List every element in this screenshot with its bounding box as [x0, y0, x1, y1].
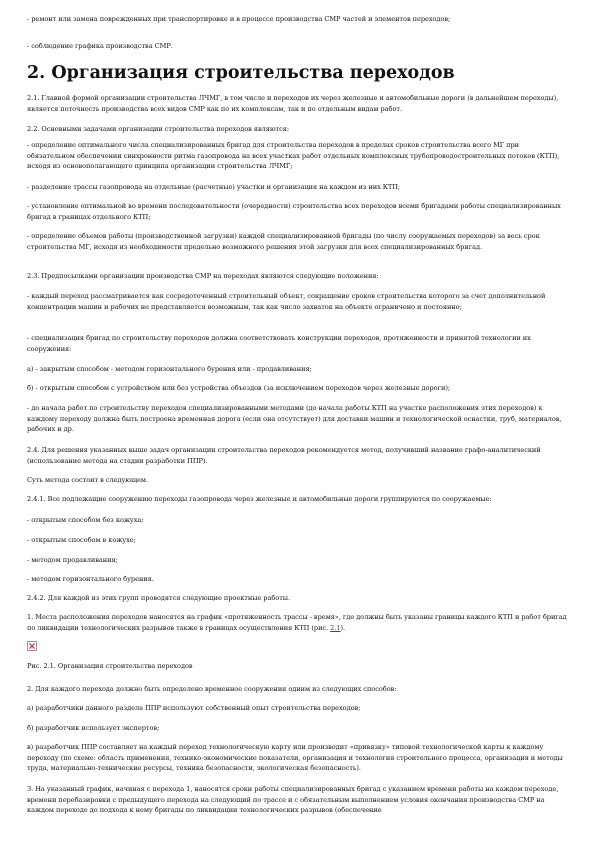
paragraph: 2.4.1. Все подлежащие сооружению переходы газопровода через железные и автомобильные дороги группируются по сооружаемые: [27, 495, 492, 503]
paragraph: а) разработчики данного раздела ППР используют собственный опыт строительства переходов; [27, 704, 361, 712]
paragraph: 2. Для каждого перехода должно быть определено временное сооружения одним из следующих способов: [27, 685, 397, 693]
paragraph: б) - открытым способом с устройством или без устройства объездов (за исключением переходов через железные дороги); [27, 384, 451, 392]
paragraph-text: 1. Места расположения переходов наносятся на график «протяженность трассы - время», где должны быть указаны границы каждого КТП и работ бригад по ликвидации технологических разрывов также в границах осуществления КТП (рис. [27, 613, 567, 632]
paragraph: - разделение трассы газопровода на отдельные (расчетные) участки и организация на каждом из них КТП; [27, 183, 401, 191]
broken-image-x-icon [29, 643, 35, 649]
figure-link[interactable]: 2.1 [330, 623, 341, 632]
paragraph: - установление оптимальной во времени последовательности (очередности) строительства всех переходов всеми бригадами работы специализированных бригад в границах отдельного КТП; [27, 202, 561, 221]
paragraph: Суть метода состоит в следующем. [27, 476, 149, 484]
paragraph: - открытым способом без кожуха; [27, 516, 144, 524]
paragraph: 2.3. Предпосылками организации производства СМР на переходах являются следующие положения: [27, 272, 379, 280]
paragraph: - методом горизонтального бурения. [27, 575, 154, 583]
paragraph: в) разработчик ППР составляет на каждый переход технологическую карту или производит «привязку» типовой технологической карты к каждому переходу (по схеме: область применения, технико-экономические показатели, организация и технология строительного процесса, организация и методы труда, материально-технические ресурсы, техника безопасности, экологическая безопасность). [27, 743, 563, 773]
figure-caption: Рис. 2.1. Организация строительства переходов [27, 662, 193, 670]
paragraph: 2.4.2. Для каждой из этих групп проводятся следующие проектные работы. [27, 594, 291, 602]
paragraph: 2.2. Основными задачами организации строительства переходов являются: [27, 125, 290, 133]
section-heading: 2. Организация строительства переходов [27, 63, 455, 83]
broken-image-icon [27, 641, 37, 651]
paragraph: - методом продавливания; [27, 556, 118, 564]
paragraph-text-end: ). [340, 623, 346, 632]
paragraph: - открытым способом в кожухе; [27, 536, 136, 544]
paragraph: - определение объемов работы (производственной загрузки) каждой специализированной бригады (по числу сооружаемых переходов) за весь срок строительства МГ, исходя из необходимости предельно возможного решения этой загрузки для всех специализированных бригад. [27, 232, 540, 251]
paragraph: - соблюдение графика производства СМР. [27, 42, 173, 50]
paragraph: а) - закрытым способом - методом горизонтального бурения или - продавливания; [27, 365, 312, 373]
paragraph: б) разработчик использует экспертов; [27, 724, 160, 732]
paragraph: 2.1. Главной формой организации строительства ЛЧМГ, в том числе и переходов их через железные и автомобильные дороги (в дальнейшем переходы), является поточность производства всех видов СМР как по их комплексам, так и по отдельным видам работ. [27, 94, 559, 113]
paragraph: 2.4. Для решения указанных выше задач организации строительства переходов рекомендуется метод, получивший название графо-аналитический (использование метода на стадии разработки ППР). [27, 446, 541, 465]
paragraph: - определение оптимального числа специализированных бригад для строительства переходов в пределах сроков строительства всего МГ при обязательном обеспечении синхронности ритма газопровода на всех участках работ отдельных комплексных трубопроводостроительных потоков (КТП), исходя из основополагающего принципа организации строительства ЛЧМГ; [27, 141, 560, 171]
paragraph: - до начала работ по строительству переходов специализированными методами (до начала работы КТП на участке расположения этих переходов) к каждому переходу должна быть построена временная дорога (если она отсутствует) для доставки машин и технологической оснастки, труб, материалов, рабочих и др. [27, 404, 562, 434]
paragraph: - ремонт или замена поврежденных при транспортировке и в процессе производства СМР частей и элементов переходов; [27, 15, 451, 23]
paragraph: - каждый переход рассматривается как сосредоточенный строительный объект, сокращение сроков строительства которого за счет дополнительной концентрации машин и рабочих не представляется возможным, так как число захваток на объекте ограничено и постоянно; [27, 292, 546, 311]
paragraph: 3. На указанный график, начиная с перехода 1, наносятся сроки работы специализированных бригад с указанием времени работы на каждом переходе, времени перебазировки с предыдущего перехода на следующий по трассе и с обязательным выполнением условия окончания производства СМР на каждом переходе до подхода к нему бригады по ликвидации технологических разрывов (обеспечение [27, 785, 559, 815]
paragraph: - специализация бригад по строительству переходов должна соответствовать конструкции переходов, протяженности и принятой технологии их сооружения: [27, 334, 531, 353]
paragraph [27, 612, 568, 633]
